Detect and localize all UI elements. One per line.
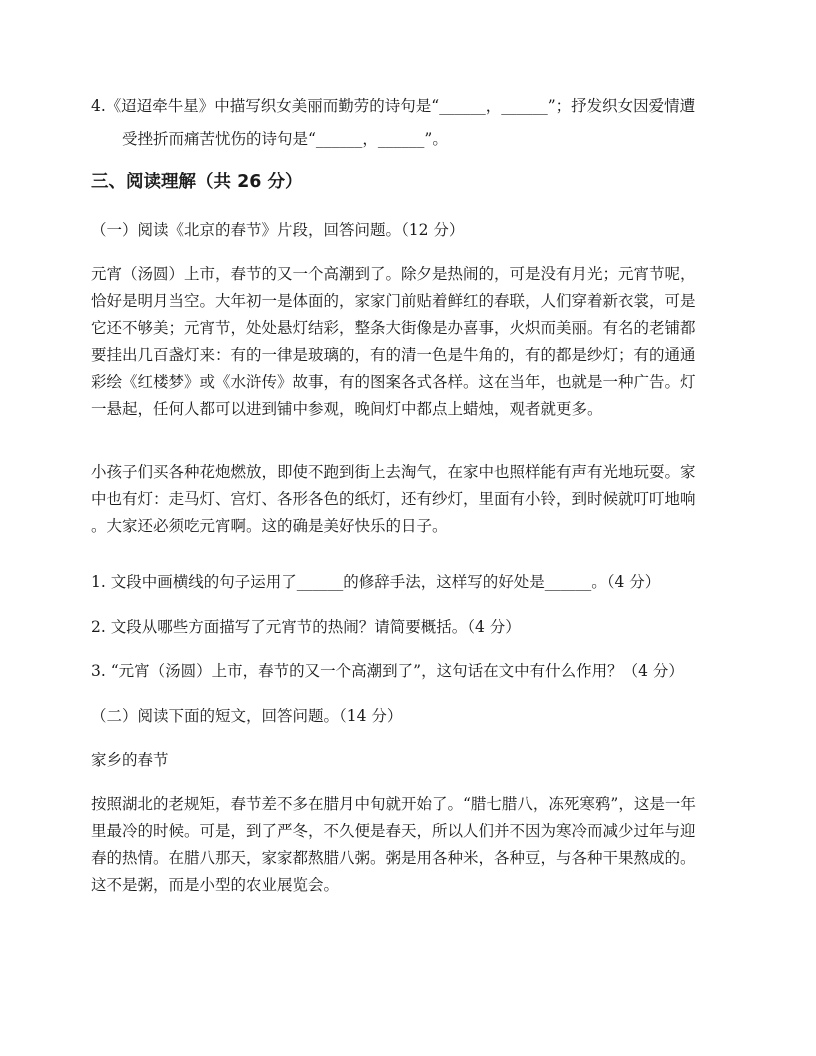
part-2-intro: （二）阅读下面的短文，回答问题。（14 分） — [91, 707, 403, 725]
part-1-paragraph-2 — [91, 459, 727, 540]
paragraph-line: 彩绘《红楼梦》或《水浒传》故事，有的图案各式各样。这在当年，也就是一种广告。灯 — [91, 373, 696, 391]
part-1-question-1: 1. 文段中画横线的句子运用了______的修辞手法，这样写的好处是______。（4 分） — [91, 573, 661, 591]
paragraph-line: 恰好是明月当空。大年初一是体面的，家家门前贴着鲜红的春联，人们穿着新衣裳，可是 — [91, 292, 696, 310]
paragraph-line: 。大家还必须吃元宵啊。这的确是美好快乐的日子。 — [91, 517, 448, 535]
part-2-paragraph-1 — [91, 791, 727, 899]
paragraph-line: 元宵（汤圆）上市，春节的又一个高潮到了。除夕是热闹的，可是没有月光；元宵节呢， — [91, 265, 696, 283]
paragraph-line: 里最冷的时候。可是，到了严冬，不久便是春天，所以人们并不因为寒冷而减少过年与迎 — [91, 822, 696, 840]
part-2-title: 家乡的春节 — [91, 751, 169, 769]
paragraph-line: 它还不够美；元宵节，处处悬灯结彩，整条大街像是办喜事，火炽而美丽。有名的老铺都 — [91, 319, 696, 337]
question-4-line-1: 4.《迢迢牵牛星》中描写织女美丽而勤劳的诗句是“______，______”；抒发织女因爱情遭 — [91, 97, 696, 115]
paragraph-line: 春的热情。在腊八那天，家家都熬腊八粥。粥是用各种米，各种豆，与各种干果熬成的。 — [91, 849, 696, 867]
paragraph-line: 按照湖北的老规矩，春节差不多在腊月中旬就开始了。“腊七腊八，冻死寒鸦”，这是一年 — [91, 795, 696, 813]
paragraph-line: 要挂出几百盏灯来：有的一律是玻璃的，有的清一色是牛角的，有的都是纱灯；有的通通 — [91, 346, 696, 364]
part-1-intro: （一）阅读《北京的春节》片段，回答问题。（12 分） — [91, 221, 465, 239]
part-1-paragraph-1 — [91, 261, 727, 423]
part-1-question-3: 3. “元宵（汤圆）上市，春节的又一个高潮到了”，这句话在文中有什么作用？（4 分） — [91, 662, 684, 680]
question-4-line-2: 受挫折而痛苦忧伤的诗句是“______，______”。 — [122, 130, 448, 148]
paragraph-line: 小孩子们买各种花炮燃放，即使不跑到街上去淘气，在家中也照样能有声有光地玩耍。家 — [91, 463, 696, 481]
paragraph-line: 这不是粥，而是小型的农业展览会。 — [91, 876, 340, 894]
part-1-question-2: 2. 文段从哪些方面描写了元宵节的热闹？请简要概括。（4 分） — [91, 618, 521, 636]
paragraph-line: 一悬起，任何人都可以进到铺中参观，晚间灯中都点上蜡烛，观者就更多。 — [91, 400, 603, 418]
paragraph-line: 中也有灯：走马灯、宫灯、各形各色的纸灯，还有纱灯，里面有小铃，到时候就叮叮地响 — [91, 490, 696, 508]
section-heading: 三、阅读理解（共 26 分） — [91, 172, 303, 192]
